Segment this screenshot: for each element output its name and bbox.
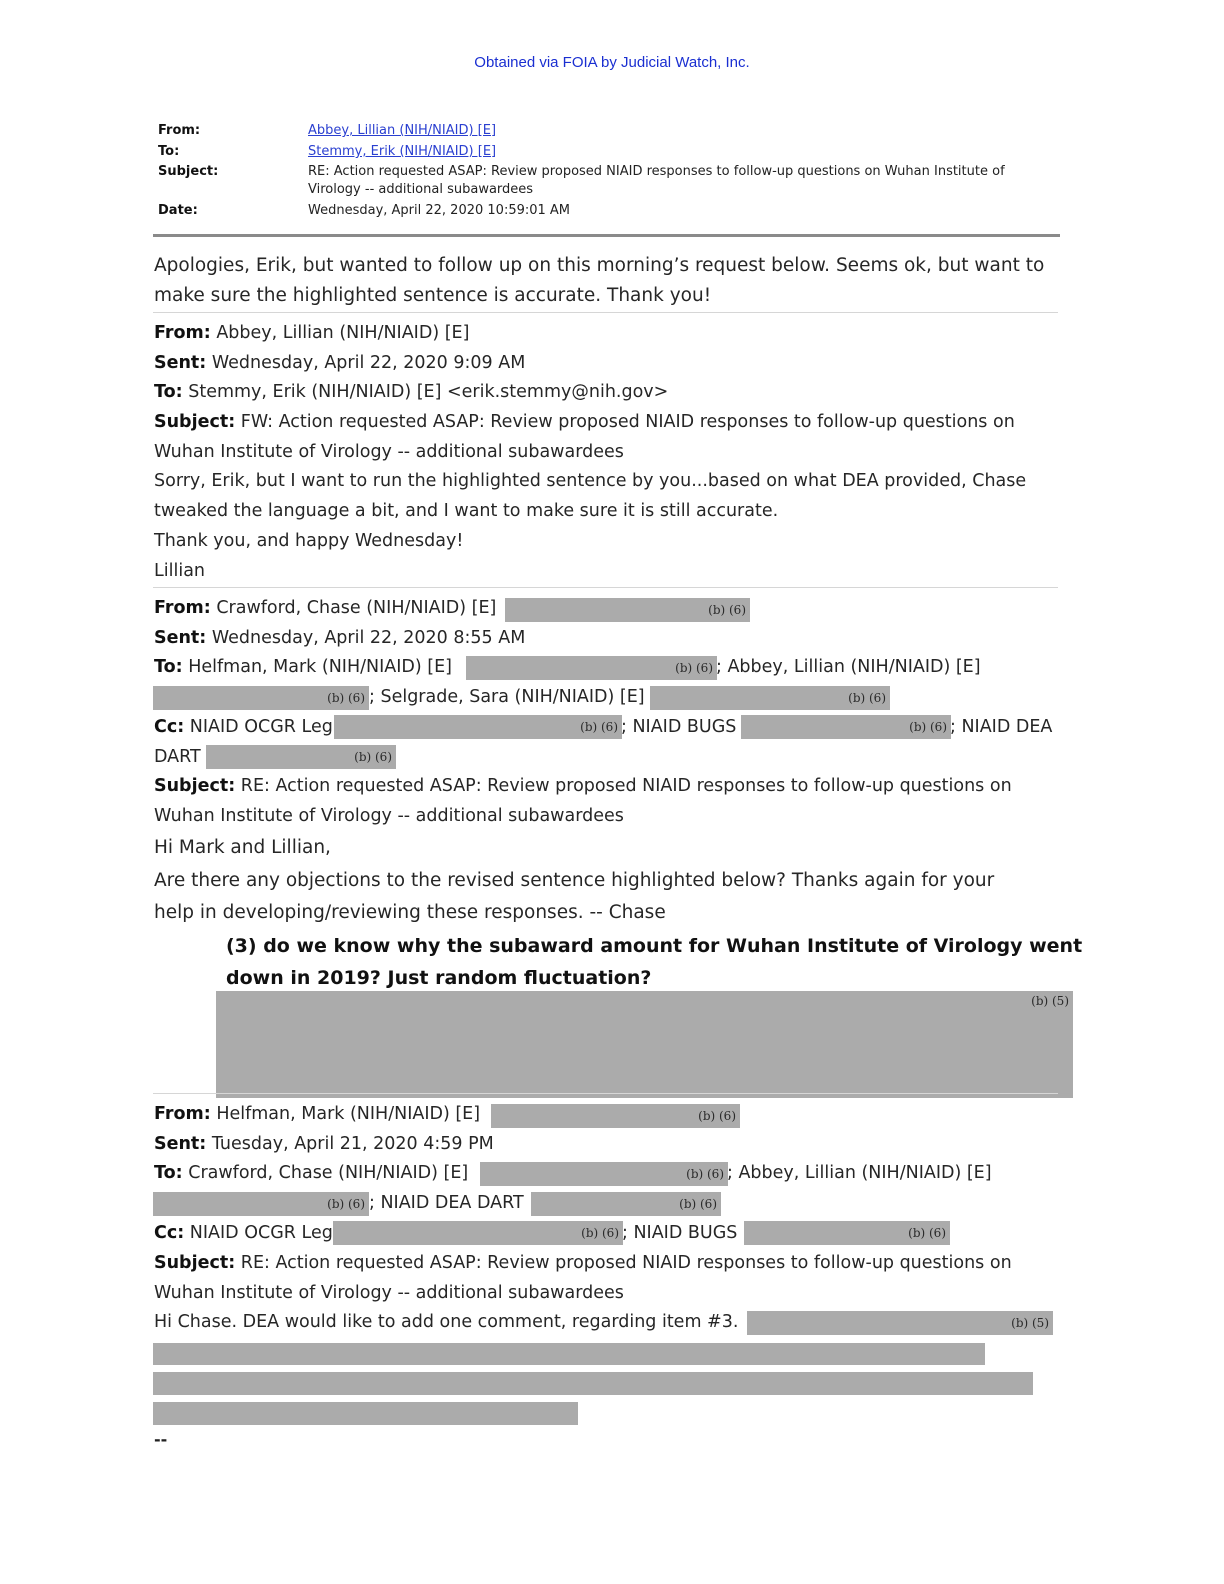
header-to-link[interactable]: Stemmy, Erik (NIH/NIAID) [E] <box>308 144 497 159</box>
msg2-from: Crawford, Chase (NIH/NIAID) [E] <box>216 598 497 618</box>
redaction-block <box>153 1343 985 1365</box>
redaction-block <box>153 1402 578 1425</box>
redaction-b6: (b) (6) <box>741 715 951 739</box>
msg1-subject-row <box>154 410 1015 434</box>
msg2-cc-d: DART <box>154 747 201 767</box>
msg3-cc-b: ; NIAID BUGS <box>622 1223 738 1243</box>
msg3-subject-label: Subject: <box>154 1253 236 1273</box>
signature-dash: -- <box>154 1430 168 1449</box>
msg1-subject-1: FW: Action requested ASAP: Review proposed NIAID responses to follow-up questions on <box>240 412 1015 432</box>
redaction-b6: (b) (6) <box>333 1221 623 1245</box>
msg2-from-label: From: <box>154 598 211 618</box>
msg2-to-row-a <box>154 655 452 679</box>
msg3-to-a: Crawford, Chase (NIH/NIAID) [E] <box>188 1163 469 1183</box>
header-date-value: Wednesday, April 22, 2020 10:59:01 AM <box>308 203 571 218</box>
msg2-to-label: To: <box>154 657 183 677</box>
msg1-to-row <box>154 380 668 404</box>
msg2-cc-a: NIAID OCGR Leg <box>189 717 333 737</box>
msg3-sent: Tuesday, April 21, 2020 4:59 PM <box>211 1134 494 1154</box>
msg2-sent-row <box>154 626 525 650</box>
msg2-to-c: ; Selgrade, Sara (NIH/NIAID) [E] <box>369 687 645 707</box>
msg2-subject-label: Subject: <box>154 776 236 796</box>
msg2-sent: Wednesday, April 22, 2020 8:55 AM <box>211 628 526 648</box>
msg1-from-label: From: <box>154 323 211 343</box>
redaction-b6: (b) (6) <box>153 686 369 710</box>
redaction-b6: (b) (6) <box>334 715 622 739</box>
question-3-line-2: down in 2019? Just random fluctuation? <box>226 967 652 989</box>
message-separator-3 <box>153 1093 1058 1094</box>
msg2-cc-label: Cc: <box>154 717 185 737</box>
redaction-b6: (b) (6) <box>505 598 750 622</box>
msg3-from-row <box>154 1102 480 1126</box>
msg1-body-1: Sorry, Erik, but I want to run the highlighted sentence by you...based on what DEA provided, Chase <box>154 471 1027 491</box>
redaction-b6: (b) (6) <box>531 1192 721 1216</box>
msg1-subject-label: Subject: <box>154 412 236 432</box>
redaction-b5: (b) (5) <box>747 1311 1053 1335</box>
msg3-body-1: Hi Chase. DEA would like to add one comment, regarding item #3. <box>154 1312 739 1332</box>
msg3-from: Helfman, Mark (NIH/NIAID) [E] <box>216 1104 481 1124</box>
message-separator-1 <box>153 312 1058 313</box>
msg2-from-row <box>154 596 496 620</box>
msg1-sent-label: Sent: <box>154 353 207 373</box>
msg3-subject-row <box>154 1251 1012 1275</box>
msg1-from: Abbey, Lillian (NIH/NIAID) [E] <box>216 323 470 343</box>
msg1-body-2: tweaked the language a bit, and I want to make sure it is still accurate. <box>154 501 779 521</box>
header-subject-line1: RE: Action requested ASAP: Review proposed NIAID responses to follow-up questions on Wuhan Institute of <box>308 164 1005 179</box>
question-3-line-1: (3) do we know why the subaward amount for Wuhan Institute of Virology went <box>226 935 1083 957</box>
intro-line-2: make sure the highlighted sentence is accurate. Thank you! <box>154 285 712 306</box>
msg1-body-3: Thank you, and happy Wednesday! <box>154 531 464 551</box>
header-from-link[interactable]: Abbey, Lillian (NIH/NIAID) [E] <box>308 123 497 138</box>
msg3-cc-label: Cc: <box>154 1223 185 1243</box>
msg2-body-1: Are there any objections to the revised sentence highlighted below? Thanks again for your <box>154 870 995 891</box>
msg3-to-c: ; NIAID DEA DART <box>369 1193 524 1213</box>
msg3-sent-label: Sent: <box>154 1134 207 1154</box>
header-divider <box>153 234 1060 237</box>
msg1-to-label: To: <box>154 382 183 402</box>
msg1-subject-2: Wuhan Institute of Virology -- additional subawardees <box>154 442 624 462</box>
redaction-b6: (b) (6) <box>650 686 890 710</box>
redaction-b6: (b) (6) <box>206 745 396 769</box>
message-separator-2 <box>153 587 1058 588</box>
msg1-body-4: Lillian <box>154 561 206 581</box>
intro-line-1: Apologies, Erik, but wanted to follow up on this morning’s request below. Seems ok, but want to <box>154 255 1045 276</box>
header-subject-label: Subject: <box>158 164 219 179</box>
msg2-sent-label: Sent: <box>154 628 207 648</box>
redaction-block <box>153 1372 1033 1395</box>
msg1-from-row <box>154 321 469 345</box>
msg3-cc-a: NIAID OCGR Leg <box>189 1223 333 1243</box>
msg3-subject-1: RE: Action requested ASAP: Review proposed NIAID responses to follow-up questions on <box>240 1253 1012 1273</box>
redaction-b6: (b) (6) <box>466 656 717 680</box>
msg2-subject-2: Wuhan Institute of Virology -- additional subawardees <box>154 806 624 826</box>
msg2-body-2: help in developing/reviewing these responses. -- Chase <box>154 902 666 923</box>
msg3-from-label: From: <box>154 1104 211 1124</box>
redaction-b6: (b) (6) <box>744 1221 950 1245</box>
header-from-label: From: <box>158 123 201 138</box>
msg2-cc-b: ; NIAID BUGS <box>621 717 737 737</box>
msg2-cc-row-a <box>154 715 333 739</box>
msg2-cc-c: ; NIAID DEA <box>950 717 1053 737</box>
header-subject-line2: Virology -- additional subawardees <box>308 182 534 197</box>
foia-watermark: Obtained via FOIA by Judicial Watch, Inc. <box>474 54 750 71</box>
msg3-to-row-a <box>154 1161 468 1185</box>
header-to-label: To: <box>158 144 180 159</box>
msg1-to: Stemmy, Erik (NIH/NIAID) [E] <erik.stemmy@nih.gov> <box>188 382 669 402</box>
msg3-to-label: To: <box>154 1163 183 1183</box>
redaction-b5: (b) (5) <box>216 991 1073 1098</box>
msg3-to-b: ; Abbey, Lillian (NIH/NIAID) [E] <box>727 1163 992 1183</box>
msg3-subject-2: Wuhan Institute of Virology -- additional subawardees <box>154 1283 624 1303</box>
redaction-b6: (b) (6) <box>480 1162 728 1186</box>
msg2-subject-1: RE: Action requested ASAP: Review proposed NIAID responses to follow-up questions on <box>240 776 1012 796</box>
msg3-sent-row <box>154 1132 494 1156</box>
header-date-label: Date: <box>158 203 198 218</box>
msg2-to-b: ; Abbey, Lillian (NIH/NIAID) [E] <box>716 657 981 677</box>
msg3-cc-row-a <box>154 1221 333 1245</box>
redaction-b6: (b) (6) <box>491 1104 740 1128</box>
msg2-to-a: Helfman, Mark (NIH/NIAID) [E] <box>188 657 452 677</box>
msg2-subject-row <box>154 774 1012 798</box>
msg2-greeting: Hi Mark and Lillian, <box>154 837 331 858</box>
msg1-sent-row <box>154 351 525 375</box>
redaction-b6: (b) (6) <box>153 1192 369 1216</box>
msg1-sent: Wednesday, April 22, 2020 9:09 AM <box>211 353 526 373</box>
